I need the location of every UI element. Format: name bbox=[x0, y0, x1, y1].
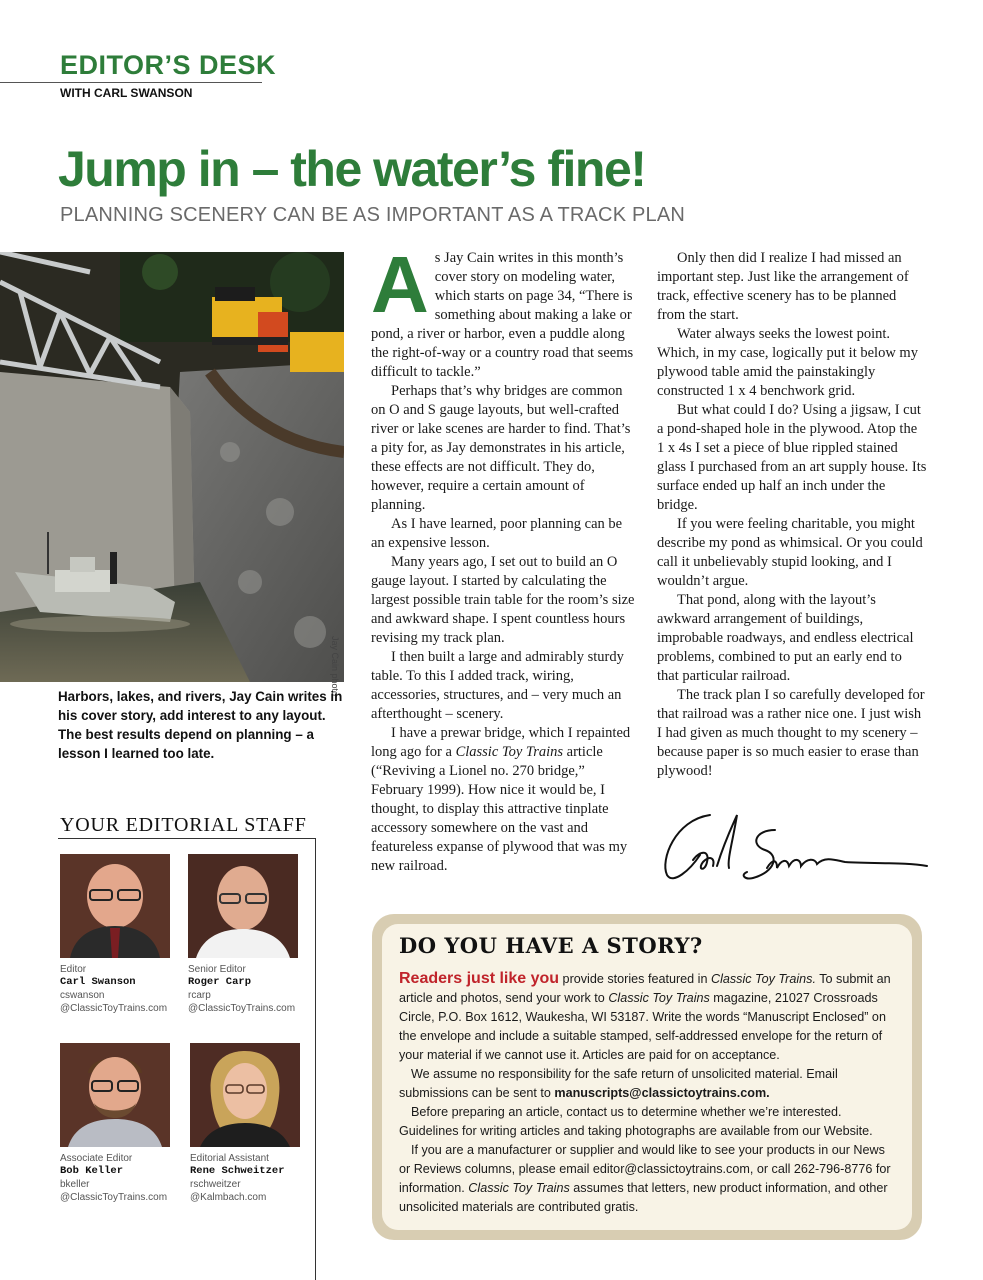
lead-in: Readers just like you bbox=[399, 970, 560, 987]
paragraph: But what could I do? Using a jigsaw, I cut a pond-shaped hole in the plywood. Atop the 1 x 4s I set a piece of blue rippled stained glass I purchased from an art supply house. Its surface ended up half an inch under the bridge. bbox=[657, 402, 927, 513]
story-box-body bbox=[399, 969, 899, 1217]
kicker-rule bbox=[0, 82, 262, 83]
staff-email-user: rschweitzer bbox=[190, 1179, 241, 1190]
article-column-1 bbox=[371, 240, 639, 876]
magazine-title: Classic Toy Trains bbox=[455, 744, 564, 760]
staff-heading: YOUR EDITORIAL STAFF bbox=[60, 814, 307, 836]
paragraph: Only then did I realize I had missed an important step. Just like the arrangement of track, effective scenery has to be planned from the start. bbox=[657, 250, 909, 323]
paragraph bbox=[399, 1065, 899, 1103]
text-run: provide stories featured in bbox=[559, 972, 711, 986]
magazine-title: Classic Toy Trains bbox=[608, 991, 710, 1005]
paragraph: That pond, along with the layout’s awkward arrangement of buildings, improbable roadways, and endless electrical problems, combined to put an early end to that particular railroad. bbox=[657, 592, 914, 684]
submission-email: manuscripts@classictoytrains.com. bbox=[554, 1086, 770, 1100]
paragraph: If you were feeling charitable, you might describe my pond as whimsical. Or you could call it unbelievably stupid looking, and I wouldn’t argue. bbox=[657, 516, 923, 589]
staff-name: Rene Schweitzer bbox=[190, 1165, 285, 1177]
staff-member bbox=[188, 854, 318, 1015]
text-run: If you are a manufacturer or supplier and would like to see your products in our News or Reviews columns, please email editor@classictoytrains.com, or call 262-796-8776 for information. bbox=[399, 1143, 891, 1195]
staff-email-user: bkeller bbox=[60, 1179, 90, 1190]
staff-name: Carl Swanson bbox=[60, 976, 136, 988]
paragraph bbox=[371, 724, 639, 876]
paragraph: Before preparing an article, contact us to determine whether we’re interested. Guidelines for writing articles and taking photographs are available from our Website. bbox=[399, 1105, 873, 1138]
staff-role: Senior Editor bbox=[188, 964, 246, 975]
paragraph: The track plan I so carefully developed for that railroad was a rather nice one. I just wish I had given as much thought to my scenery – because paper is so much easier to erase than plywood! bbox=[657, 687, 925, 779]
staff-email-user: cswanson bbox=[60, 990, 105, 1001]
portrait-bob-keller bbox=[60, 1043, 170, 1147]
paragraph bbox=[399, 969, 899, 1065]
staff-role: Associate Editor bbox=[60, 1153, 133, 1164]
portrait-carl-swanson bbox=[60, 854, 170, 958]
story-box-title: DO YOU HAVE A STORY? bbox=[399, 933, 703, 958]
photo-credit: Jay Cain photo bbox=[330, 636, 340, 697]
staff-rule bbox=[58, 838, 316, 839]
signature-image bbox=[655, 800, 935, 890]
drop-cap: A bbox=[371, 240, 429, 329]
text-run: assumes that letters, new product information, and other unsolicited materials are contributed gratis. bbox=[399, 1181, 888, 1214]
paragraph bbox=[399, 1141, 899, 1217]
staff-email-domain: @Kalmbach.com bbox=[190, 1192, 267, 1203]
staff-name: Roger Carp bbox=[188, 976, 252, 988]
text-run: I have a prewar bridge, which I repainted long ago for a bbox=[371, 725, 631, 760]
paragraph: I then built a large and admirably sturdy table. To this I added track, wiring, accessories, structures, and – very much an afterthought – scenery. bbox=[371, 649, 624, 722]
text-run: magazine, 21027 Crossroads Circle, P.O. Box 1612, Waukesha, WI 53187. Write the words “Manuscript Enclosed” on the envelope and include a suitable stamped, self-addressed envelope for the return of your material if we cannot use it. Articles are paid for on acceptance. bbox=[399, 991, 886, 1062]
article-column-2 bbox=[657, 249, 927, 781]
staff-member bbox=[60, 1043, 190, 1204]
magazine-title: Classic Toy Trains. bbox=[710, 972, 816, 986]
paragraph: Perhaps that’s why bridges are common on O and S gauge layouts, but well-crafted river or lake scenes are harder to find. That’s a pity for, as Jay demonstrates in his article, these effects are not difficult. They do, however, require a certain amount of planning. bbox=[371, 383, 631, 513]
harbor-photo bbox=[0, 252, 344, 682]
paragraph: Many years ago, I set out to build an O gauge layout. I started by calculating the largest possible train table for the room’s size and awkward shape. I spent countless hours revising my track plan. bbox=[371, 554, 635, 646]
staff-email-domain: @ClassicToyTrains.com bbox=[188, 1003, 296, 1014]
magazine-title: Classic Toy Trains bbox=[468, 1181, 570, 1195]
headline: Jump in – the water’s fine! bbox=[58, 141, 646, 197]
staff-email-domain: @ClassicToyTrains.com bbox=[60, 1003, 168, 1014]
text-run: We assume no responsibility for the safe return of unsolicited material. Email submissions can be sent to bbox=[399, 1067, 838, 1100]
photo-caption: Harbors, lakes, and rivers, Jay Cain writes in his cover story, add interest to any layout. The best results depend on planning – a lesson I learned too late. bbox=[58, 689, 343, 761]
paragraph: Water always seeks the lowest point. Which, in my case, logically put it below my plywood table amid the painstakingly constructed 1 x 4 benchwork grid. bbox=[657, 326, 918, 399]
paragraph: As I have learned, poor planning can be an expensive lesson. bbox=[371, 516, 623, 551]
section-kicker: EDITOR’S DESK bbox=[60, 50, 277, 80]
staff-name: Bob Keller bbox=[60, 1165, 124, 1177]
portrait-rene-schweitzer bbox=[190, 1043, 300, 1147]
deck: PLANNING SCENERY CAN BE AS IMPORTANT AS A TRACK PLAN bbox=[60, 204, 686, 226]
staff-member bbox=[60, 854, 190, 1015]
portrait-roger-carp bbox=[188, 854, 298, 958]
text-run: article (“Reviving a Lionel no. 270 bridge,” February 1999). How nice it would be, I thought, to display this attractive tinplate accessory somewhere on the vast and featureless expanse of plywood that was my new railroad. bbox=[371, 744, 628, 874]
text-run: To submit an article and photos, send your work to bbox=[399, 972, 891, 1005]
paragraph: s Jay Cain writes in this month’s cover story on modeling water, which starts on page 34, “There is something about making a lake or pond, a river or harbor, even a puddle along the right-of-way or a country road that seems difficult to tackle.” bbox=[371, 250, 634, 380]
staff-email-user: rcarp bbox=[188, 990, 211, 1001]
byline: WITH CARL SWANSON bbox=[60, 86, 193, 100]
staff-role: Editor bbox=[60, 964, 87, 975]
staff-member bbox=[190, 1043, 320, 1204]
staff-email-domain: @ClassicToyTrains.com bbox=[60, 1192, 168, 1203]
staff-role: Editorial Assistant bbox=[190, 1153, 269, 1164]
